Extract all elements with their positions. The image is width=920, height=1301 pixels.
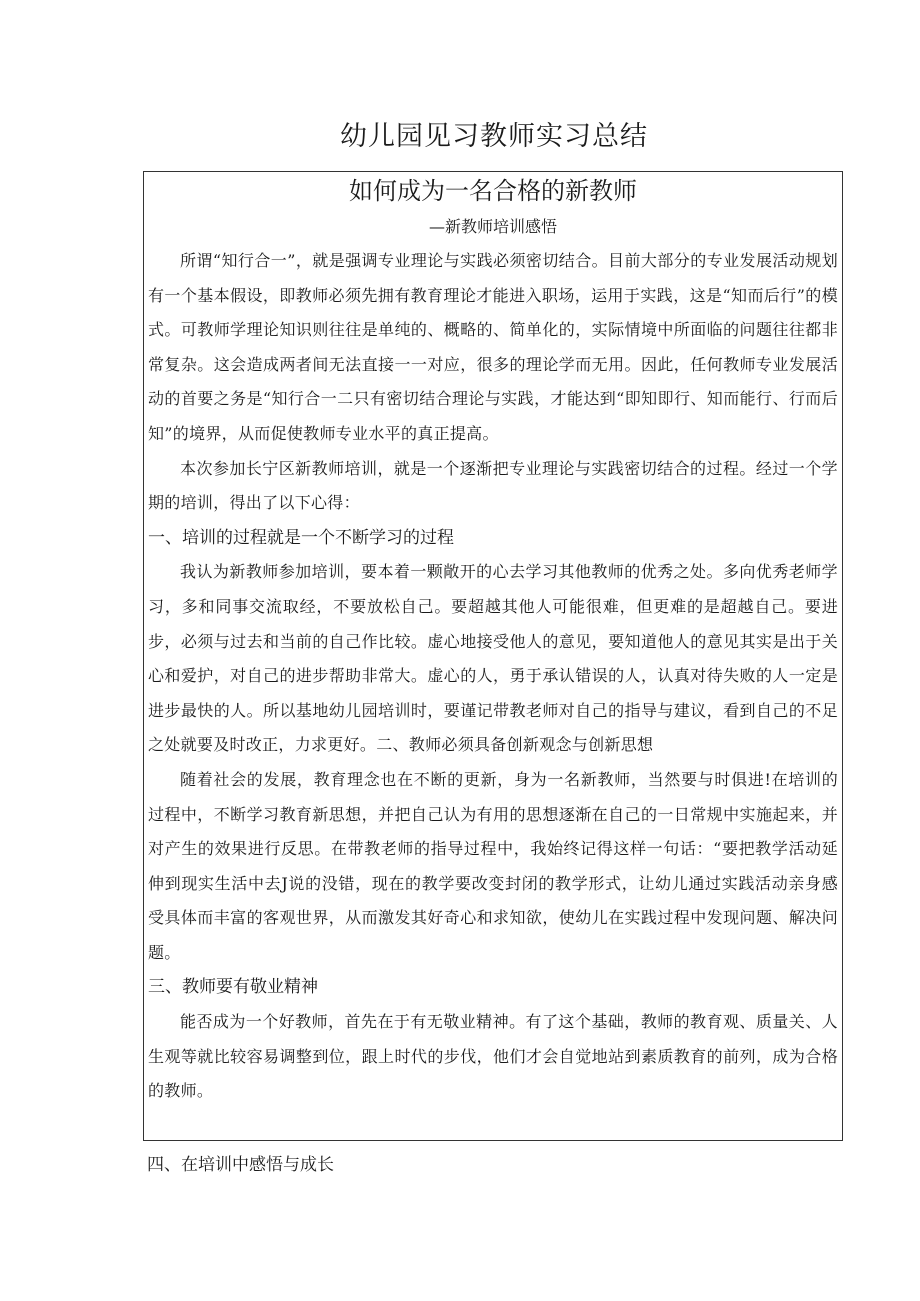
document-title: 幼儿园见习教师实习总结 [340,121,648,152]
paragraph-learning: 我认为新教师参加培训，要本着一颗敞开的心去学习其他教师的优秀之处。多向优秀老师学习，多和同事交流取经，不要放松自己。要超越其他人可能很难，但更难的是超越自己。要进步，必须与过去和当前的自己作比较。虚心地接受他人的意见，要知道他人的意见其实是出于关心和爱护，对自己的进步帮助非常大。虚心的人，勇于承认错误的人，认真对待失败的人一定是进步最快的人。所以基地幼儿园培训时，要谨记带教老师对自己的指导与建议，看到自己的不足之处就要及时改正，力求更好。二、教师必须具备创新观念与创新思想 [148,562,838,755]
content-box [143,171,843,1141]
article-title: 如何成为一名合格的新教师 [349,177,637,205]
paragraph-intro: 所谓“知行合一”，就是强调专业理论与实践必须密切结合。目前大部分的专业发展活动规划有一个基本假设，即教师必须先拥有教育理论才能进入职场，运用于实践，这是“知而后行”的模式。可教师学理论知识则往往是单纯的、概略的、简单化的，实际情境中所面临的问题往往都非常复杂。这会造成两者间无法直接一一对应，很多的理论学而无用。因此，任何教师专业发展活动的首要之务是“知行合一二只有密切结合理论与实践，才能达到“即知即行、知而能行、行而后知”的境界，从而促使教师专业水平的真正提高。 [148,251,838,443]
section-heading-3: 三、教师要有敬业精神 [148,977,318,998]
section-heading-1: 一、培训的过程就是一个不断学习的过程 [148,527,454,548]
article-subtitle: —新教师培训感悟 [428,217,557,236]
paragraph-dedication: 能否成为一个好教师，首先在于有无敬业精神。有了这个基础，教师的教育观、质量关、人生观等就比较容易调整到位，跟上时代的步伐，他们才会自觉地站到素质教育的前列，成为合格的教师。 [148,1012,838,1101]
paragraph-training: 本次参加长宁区新教师培训，就是一个逐渐把专业理论与实践密切结合的过程。经过一个学期的培训，得出了以下心得： [148,458,838,513]
section-heading-4: 四、在培训中感悟与成长 [147,1155,334,1175]
paragraph-innovation: 随着社会的发展，教育理念也在不断的更新，身为一名新教师，当然要与时俱进!在培训的过程中，不断学习教育新思想，并把自己认为有用的思想逐渐在自己的一日常规中实施起来，并对产生的效果进行反思。在带教老师的指导过程中，我始终记得这样一句话：“要把教学活动延伸到现实生活中去J说的没错，现在的教学要改变封闭的教学形式，让幼儿通过实践活动亲身感受具体而丰富的客观世界，从而激发其好奇心和求知欲，使幼儿在实践过程中发现问题、解决问题。 [148,769,838,962]
